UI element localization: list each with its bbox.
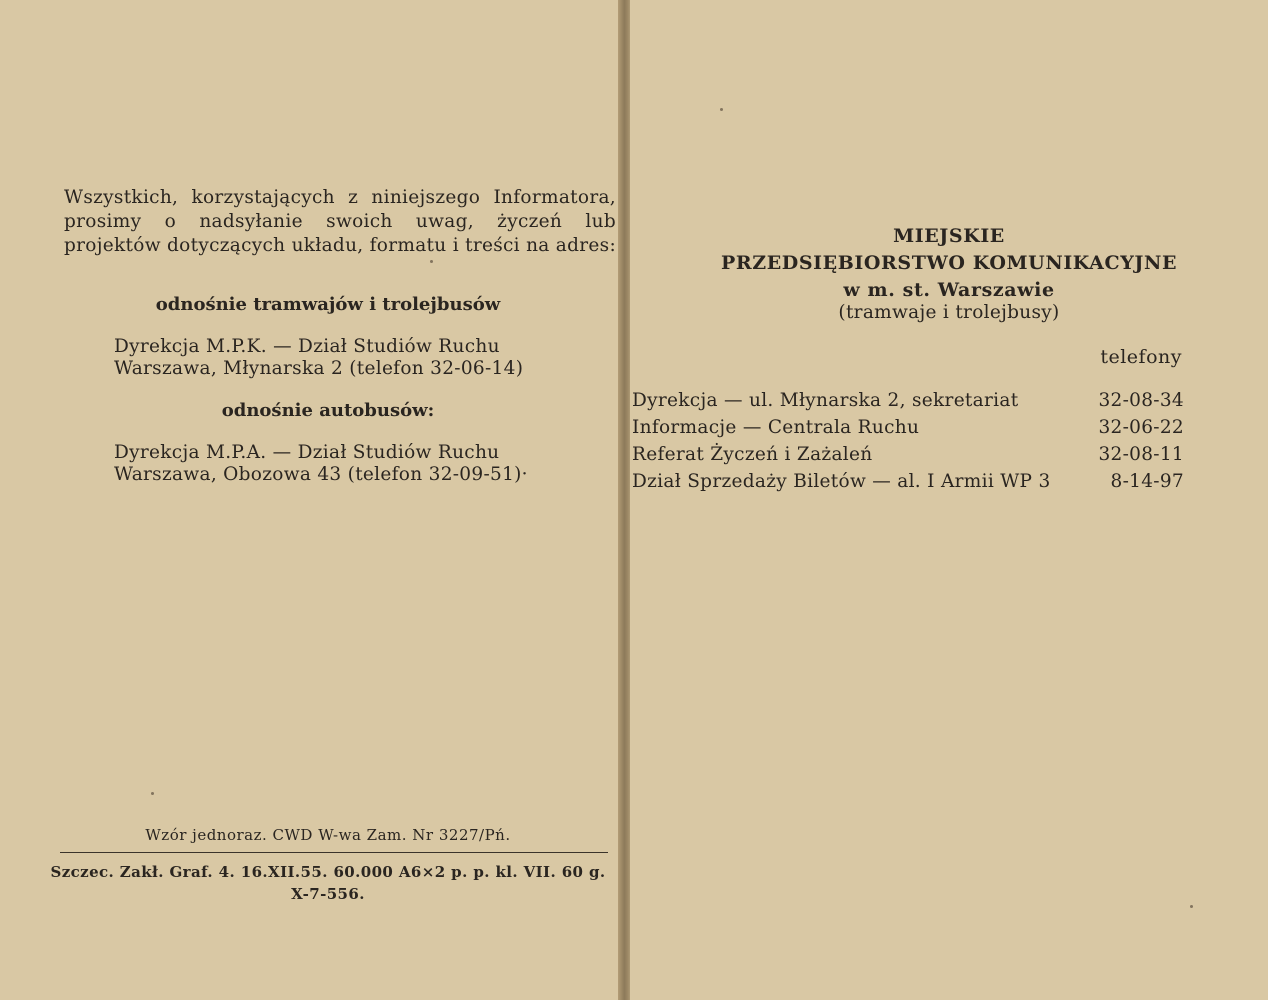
phone-row [632,468,1184,495]
address-line: Dyrekcja M.P.K. — Dział Studiów Ruchu [114,336,500,357]
address-line: Warszawa, Młynarska 2 (telefon 32-06-14) [114,358,524,379]
phone-directory [632,387,1184,495]
phone-number: 32-08-11 [1098,444,1184,465]
phone-label: Dział Sprzedaży Biletów — al. I Armii WP 3 [632,471,1051,492]
paper-speck [430,260,433,263]
phone-number: 32-08-34 [1098,390,1184,411]
phone-number: 8-14-97 [1110,471,1184,492]
imprint-order-line: Wzór jednoraz. CWD W-wa Zam. Nr 3227/Pń. [145,826,511,844]
imprint-divider [60,852,608,853]
organization-title [630,223,1268,304]
address-block-mpa [114,442,614,486]
imprint-code-line: X-7-556. [291,885,365,903]
title-line: MIEJSKIE [893,225,1005,247]
left-page [0,0,622,1000]
right-page [630,0,1268,1000]
phone-row [632,387,1184,414]
section-heading-trams: odnośnie tramwajów i trolejbusów [155,294,501,315]
phone-label: Referat Życzeń i Zażaleń [632,444,873,465]
paper-speck [1190,905,1193,908]
section-heading-buses: odnośnie autobusów: [221,400,435,421]
address-line: Dyrekcja M.P.A. — Dział Studiów Ruchu [114,442,500,463]
address-block-mpk [114,336,614,380]
paper-speck [151,792,154,795]
intro-paragraph: Wszystkich, korzystających z niniejszego Informatora, prosimy o nadsyłanie swoich uwag, życzeń lub projektów dotyczących układu, formatu i treści na adres: [64,187,616,256]
paper-speck [720,108,723,111]
imprint-printer-line: Szczec. Zakł. Graf. 4. 16.XII.55. 60.000 A6×2 p. p. kl. VII. 60 g. [50,863,606,881]
title-line: w m. st. Warszawie [843,279,1055,301]
organization-subtitle: (tramwaje i trolejbusy) [838,302,1060,323]
phone-label: Dyrekcja — ul. Młynarska 2, sekretariat [632,390,1019,411]
phone-row [632,441,1184,468]
address-line: Warszawa, Obozowa 43 (telefon 32-09-51)· [114,464,528,485]
phone-number: 32-06-22 [1098,417,1184,438]
phone-label: Informacje — Centrala Ruchu [632,417,920,438]
title-line: PRZEDSIĘBIORSTWO KOMUNIKACYJNE [720,252,1178,274]
phones-header: telefony [1100,346,1182,368]
phone-row [632,414,1184,441]
imprint-printer [40,861,616,905]
